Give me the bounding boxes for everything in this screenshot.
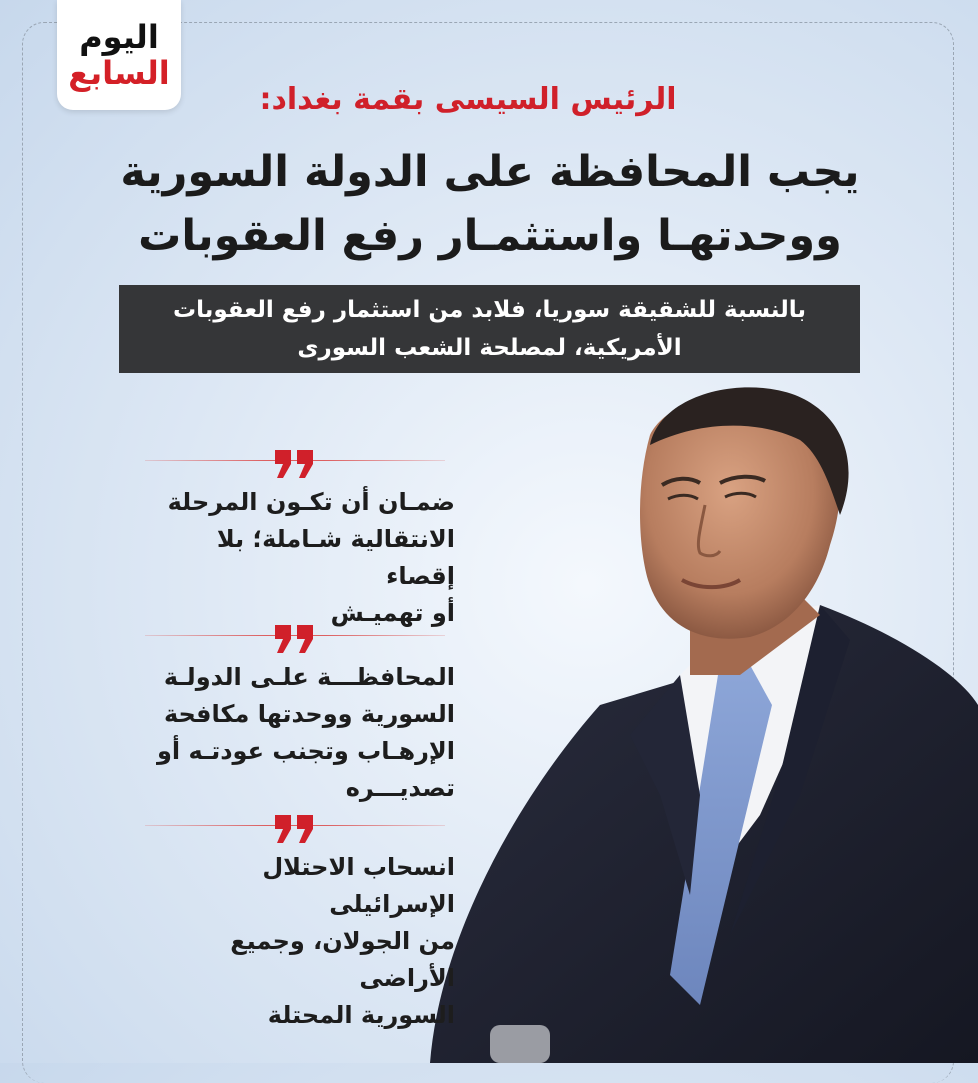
headline-main [100,140,880,268]
logo-line-1: اليوم [79,18,159,56]
quote-block-2 [145,635,455,802]
summary-banner [119,285,860,373]
quote-1-line-2: الانتقالية شـاملة؛ بلا إقصاء [216,525,455,590]
quote-1-line-3: أو تهميـش [330,599,455,627]
quote-text-3 [145,849,455,1034]
headline-line-1: يجب المحافظة على الدولة السورية [120,147,860,197]
quote-text-1 [145,484,455,632]
quote-2-line-2: السورية ووحدتها مكافحة [163,700,455,728]
quote-mark-icon [273,623,317,657]
quote-1-line-1: ضمـان أن تكـون المرحلة [167,488,455,516]
quote-2-line-3: الإرهـاب وتجنب عودتـه أو [156,737,455,765]
headline-line-2: ووحدتهـا واستثمـار رفع العقوبات [138,211,842,261]
quote-text-2 [145,659,455,807]
banner-line-2: الأمريكية، لمصلحة الشعب السورى [297,335,682,361]
quote-3-line-2: من الجولان، وجميع الأراضى [230,927,455,992]
headline-kicker: الرئيس السيسى بقمة بغداد: [259,82,677,117]
quote-3-line-3: السورية المحتلة [267,1001,455,1029]
publisher-logo [57,0,181,110]
quote-mark-icon [273,813,317,847]
quote-2-line-4: تصديـــره [345,774,455,802]
quote-mark-icon [273,448,317,482]
logo-line-2: السابع [68,54,170,92]
banner-line-1: بالنسبة للشقيقة سوريا، فلابد من استثمار رفع العقوبات [172,297,807,323]
quote-block-3 [145,825,455,1029]
quote-block-1 [145,460,455,627]
portrait-photo [400,375,978,1063]
quote-3-line-1: انسحاب الاحتلال الإسرائيلى [262,853,455,918]
quote-2-line-1: المحافظـــة علـى الدولـة [163,663,455,691]
